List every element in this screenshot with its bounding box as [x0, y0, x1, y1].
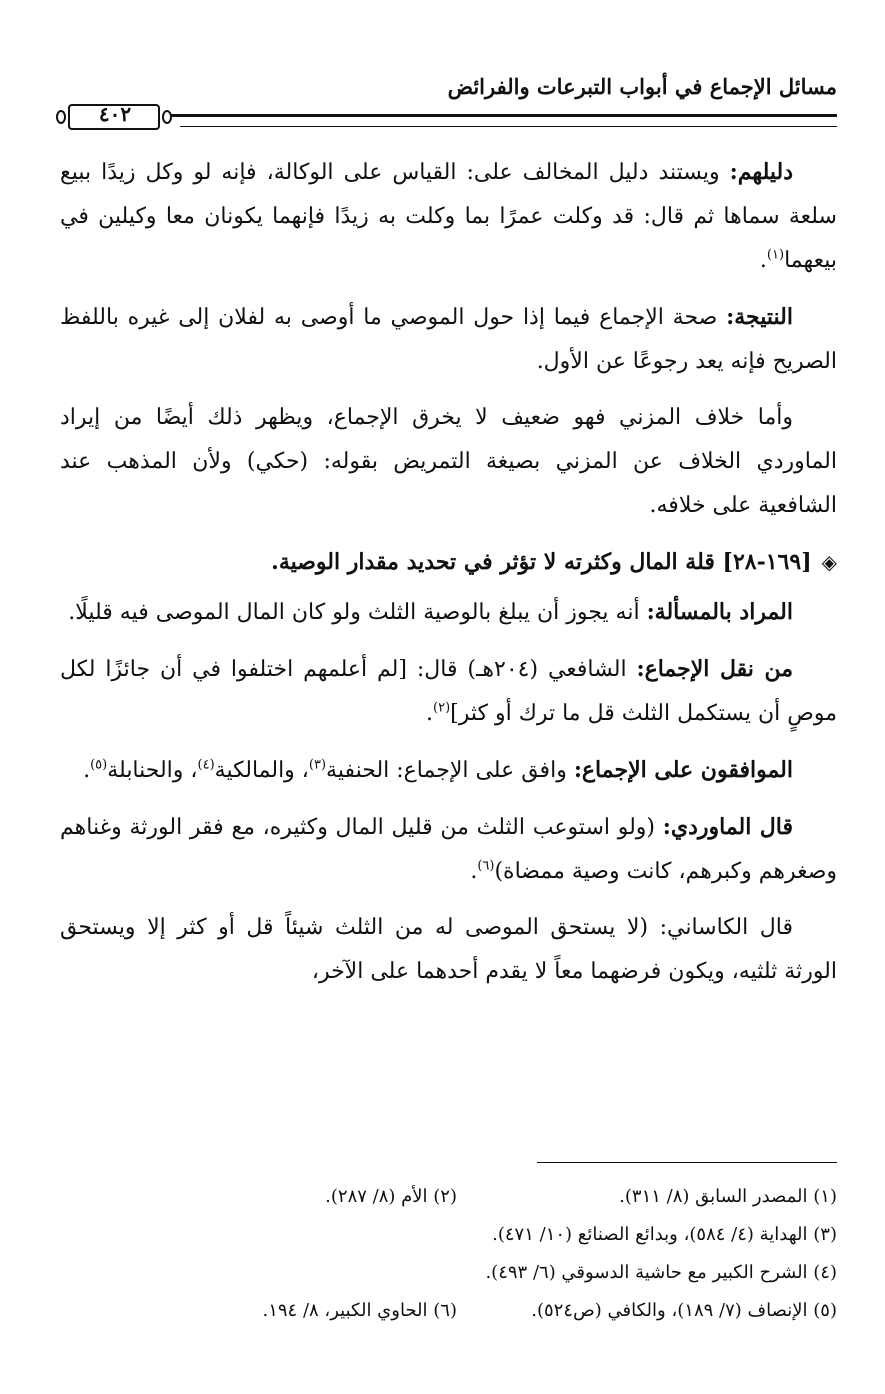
paragraph-meaning: [60, 590, 837, 635]
footnote-separator: [537, 1162, 837, 1163]
section-heading: [60, 540, 837, 584]
paragraph-lead: المراد بالمسألة:: [646, 599, 793, 625]
running-title: مسائل الإجماع في أبواب التبرعات والفرائض: [447, 74, 837, 99]
footnote-item: (١) المصدر السابق (٨/ ٣١١).: [619, 1186, 837, 1207]
footnote-row: [60, 1216, 837, 1254]
footnote-ref[interactable]: (٢): [433, 700, 451, 716]
paragraph-text: ويستند دليل المخالف على: القياس على الوكالة، فإنه لو وكل زيدًا ببيع سلعة سماها ثم قال: قد وكلت عمرًا بما وكلت به زيدًا فإنهما يكونان معا وكيلين في بيعهما: [60, 160, 837, 273]
paragraph-lead: النتيجة:: [726, 304, 793, 330]
footnote-row: [60, 1254, 837, 1292]
page-body: [60, 150, 837, 1006]
diamond-bullet-icon: ◈: [821, 550, 837, 574]
paragraph-mawardi: قال الماوردي: (ولو استوعب الثلث من قليل المال وكثيره، مع فقر الورثة وغناهم وصغرهم وكبرهم، كانت وصية ممضاة)$^{(٦)}$.: [60, 814, 837, 884]
paragraph-text: (ولو استوعب الثلث من قليل المال وكثيره، مع فقر الورثة وغناهم وصغرهم وكبرهم، كانت وصية ممضاة): [60, 815, 837, 884]
paragraph-lead: دليلهم:: [729, 159, 793, 185]
footnote-ref[interactable]: (٣): [308, 757, 327, 773]
paragraph-text: وأما خلاف المزني فهو ضعيف لا يخرق الإجماع، ويظهر ذلك أيضًا من إيراد الماوردي الخلاف عن المزني بصيغة التمريض بقوله: (حكي) ولأن المذهب عند الشافعية على خلافه.: [60, 405, 837, 518]
footnote-item: (٣) الهداية (٤/ ٥٨٤)، وبدائع الصنائع (١٠/ ٤٧١).: [492, 1224, 837, 1245]
paragraph-text: أنه يجوز أن يبلغ بالوصية الثلث ولو كان المال الموصى فيه قليلًا.: [68, 600, 647, 625]
page-number: ٤٠٢: [98, 102, 132, 126]
paragraph-consensus-source: من نقل الإجماع: الشافعي (٢٠٤هـ) قال: [لم أعلمهم اختلفوا في أن جائزًا لكل موصٍ أن يستكمل الثلث قل ما ترك أو كثر]$^{(٢)}$.: [60, 656, 837, 726]
footnote-ref[interactable]: (٥): [90, 757, 108, 773]
footnotes: [60, 1178, 837, 1330]
paragraph-agreeing: الموافقون على الإجماع: وافق على الإجماع: الحنفية$^{(٣)}$، والمالكية$^{(٤)}$، والحنابلة$^{(٥)}$.: [83, 757, 793, 783]
paragraph-kasani: [60, 906, 837, 994]
paragraph-text: صحة الإجماع فيما إذا حول الموصي ما أوصى به لفلان إلى غيره باللفظ الصريح فإنه يعد رجوعًا عن الأول.: [60, 305, 837, 374]
footnote-row: [60, 1178, 837, 1216]
paragraph-lead: الموافقون على الإجماع:: [573, 757, 793, 783]
header-rule-thin: [180, 126, 837, 127]
page-header: [60, 70, 837, 132]
header-rule: [60, 114, 837, 117]
footnote-item: (٥) الإنصاف (٧/ ١٨٩)، والكافي (ص٥٢٤).: [531, 1300, 837, 1321]
paragraph-text: قال الكاساني: (لا يستحق الموصى له من الثلث شيئاً قل أو كثر إلا ويستحق الورثة ثلثيه، ويكون فرضهما معاً لا يقدم أحدهما على الآخر،: [60, 915, 837, 984]
paragraph-text: الشافعي (٢٠٤هـ) قال: [لم أعلمهم اختلفوا في أن جائزًا لكل موصٍ أن يستكمل الثلث قل ما ترك أو كثر]: [60, 657, 837, 726]
footnote-row: [60, 1292, 837, 1330]
paragraph-evidence: دليلهم: ويستند دليل المخالف على: القياس على الوكالة، فإنه لو وكل زيدًا ببيع سلعة سماها ثم قال: قد وكلت عمرًا بما وكلت به زيدًا فإنهما يكونان معا وكيلين في بيعهما$^{(١)}$.: [60, 159, 837, 273]
footnote-ref[interactable]: (١): [766, 247, 785, 263]
footnote-item: (٤) الشرح الكبير مع حاشية الدسوقي (٦/ ٤٩٣).: [485, 1262, 837, 1283]
page-number-frame: [60, 102, 170, 132]
paragraph-lead: قال الماوردي:: [662, 814, 793, 840]
footnote-item: (٢) الأم (٨/ ٢٨٧).: [325, 1186, 457, 1207]
paragraph-text: وافق على الإجماع: الحنفية: [326, 758, 574, 783]
footnote-ref[interactable]: (٤): [197, 757, 215, 773]
paragraph-muzani: [60, 396, 837, 528]
paragraph-lead: من نقل الإجماع:: [636, 656, 793, 682]
footnote-ref[interactable]: (٦): [477, 858, 495, 874]
paragraph-result: [60, 295, 837, 384]
footnote-item: (٦) الحاوي الكبير، ٨/ ١٩٤.: [262, 1300, 457, 1321]
section-heading-text: [١٦٩-٢٨] قلة المال وكثرته لا تؤثر في تحديد مقدار الوصية.: [271, 549, 812, 575]
